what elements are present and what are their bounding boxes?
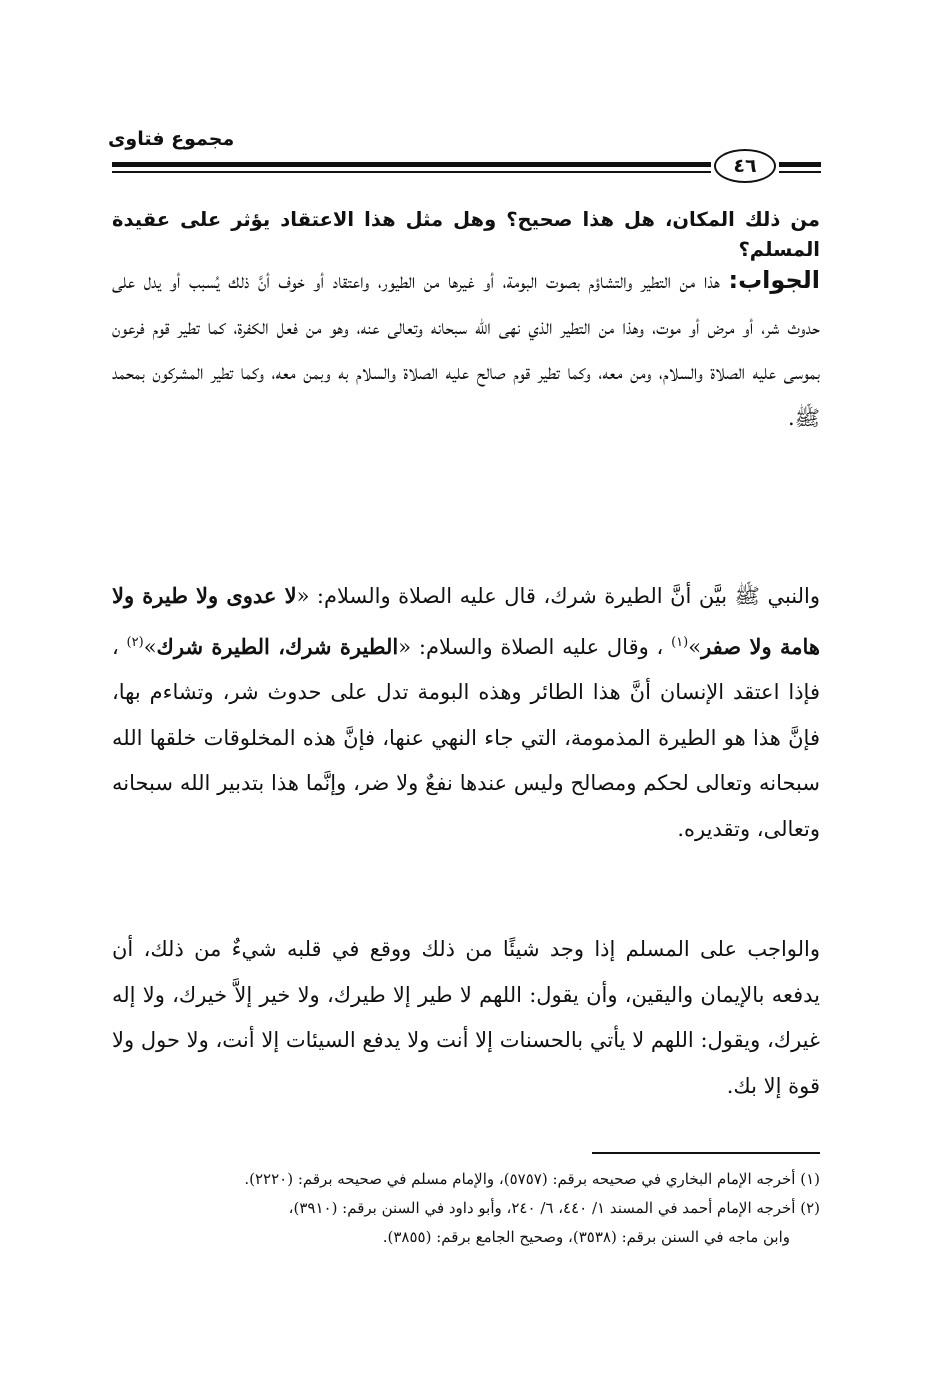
page-number: ٤٦ xyxy=(714,149,776,183)
footnotes xyxy=(112,1165,820,1252)
header-rule-right-thick xyxy=(779,162,821,167)
paragraph-3-text: والواجب على المسلم إذا وجد شيئًا من ذلك ووقع في قلبه شيءٌ من ذلك، أن يدفعه بالإيمان واليقين، وأن يقول: اللهم لا طير إلا طيرك، ولا خير إلاَّ خيرك، ولا إله غيرك، ويقول: اللهم لا يأتي بالحسنات إلا أنت ولا يدفع السيئات إلا أنت، ولا حول ولا قوة إلا بك. xyxy=(112,937,820,1098)
footnote-2: (٢) أخرجه الإمام أحمد في المسند ١/ ٤٤٠، ٦/ ٢٤٠، وأبو داود في السنن برقم: (٣٩١٠)، xyxy=(288,1199,820,1217)
hadith-quote-2: الطيرة شرك، الطيرة شرك xyxy=(156,633,399,659)
p2-part4: » xyxy=(143,634,157,659)
paragraph-3 xyxy=(112,927,820,1109)
running-title: مجموع فتاوى xyxy=(108,128,235,150)
footnote-ref-2[interactable]: (٢) xyxy=(126,634,144,650)
footnote-1: (١) أخرجه الإمام البخاري في صحيحه برقم: (٥٧٥٧)، والإمام مسلم في صحيحه برقم: (٢٢٢٠). xyxy=(244,1170,820,1188)
header-rule-thin xyxy=(112,171,711,173)
answer-text: هذا من التطير والتشاؤم بصوت البومة، أو غيرها من الطيور، واعتقاد أو خوف أنَّ ذلك يُسبب أو يدل على حدوث شر، أو مرض أو موت، وهذا من التطير الذي نهى الله سبحانه وتعالى عنه، وهو من فعل الكفرة، كما تطير قوم فرعون بموسى عليه الصلاة والسلام، ومن معه، وكما تطير قوم صالح عليه الصلاة والسلام به وبمن معه، وكما تطير المشركون بمحمد ﷺ. xyxy=(112,269,820,430)
footnote-ref-1[interactable]: (١) xyxy=(671,634,689,650)
question-text: من ذلك المكان، هل هذا صحيح؟ وهل مثل هذا الاعتقاد يؤثر على عقيدة المسلم؟ xyxy=(112,208,820,261)
answer-paragraph xyxy=(112,258,820,441)
footnote-separator xyxy=(592,1152,820,1154)
footnote-2-continued: وابن ماجه في السنن برقم: (٣٥٣٨)، وصحيح الجامع برقم: (٣٨٥٥). xyxy=(382,1228,790,1246)
header-rule-right-thin xyxy=(779,171,821,173)
header-rule-thick xyxy=(112,162,711,167)
answer-label: الجواب: xyxy=(728,266,820,294)
p2-part5: ، فإذا اعتقد الإنسان أنَّ هذا الطائر وهذه البومة تدل على حدوث شر، وتشاءم بها، فإنَّ هذا هو الطيرة المذمومة، التي جاء النهي عنها، فإنَّ هذه المخلوقات خلقها الله سبحانه وتعالى لحكم ومصالح وليس عندها نفعٌ ولا ضر، وإنَّما هذا بتدبير الله سبحانه وتعالى، وتقديره. xyxy=(112,634,820,841)
hadith-quote-1: لا عدوى ولا طيرة ولا هامة ولا صفر xyxy=(112,583,820,659)
paragraph-2 xyxy=(112,573,820,852)
p2-part1: والنبي ﷺ بيَّن أنَّ الطيرة شرك، قال عليه الصلاة والسلام: « xyxy=(296,584,820,608)
p2-part2: » xyxy=(688,634,702,659)
p2-part3: ، وقال عليه الصلاة والسلام: « xyxy=(398,634,672,659)
